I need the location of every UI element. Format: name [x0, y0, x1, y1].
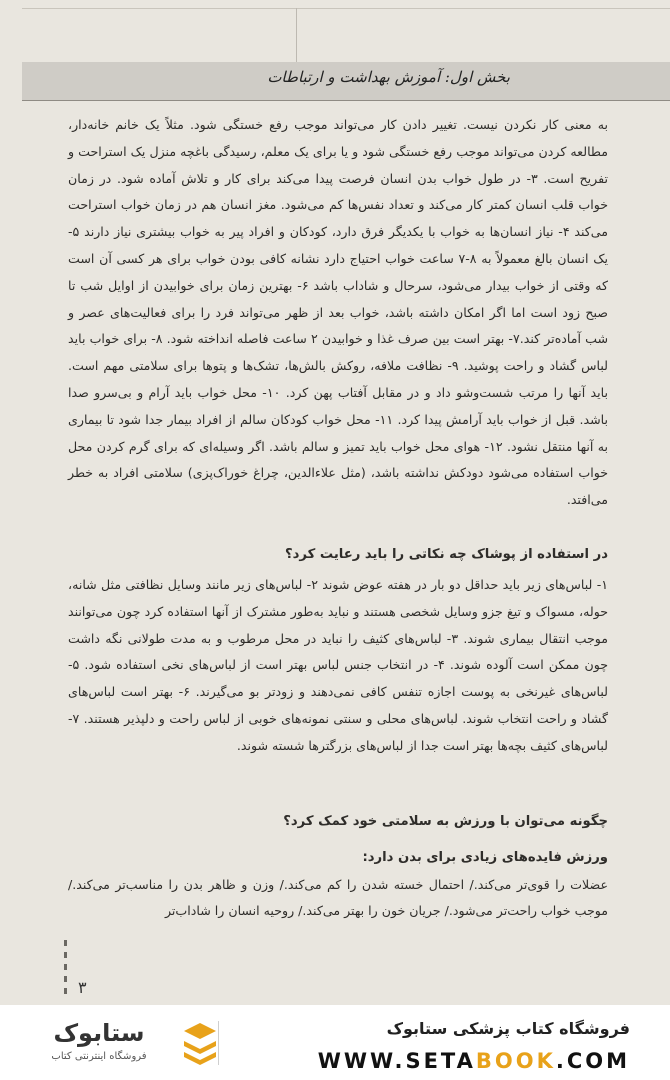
store-url[interactable]: [318, 1049, 630, 1073]
footer-divider: [218, 1021, 219, 1065]
subheading-text: ورزش فایده‌های زیادی برای بدن دارد:: [362, 850, 608, 865]
margin-dotted-line: [64, 940, 67, 1000]
url-suffix: .COM: [555, 1049, 630, 1073]
exercise-heading: [68, 810, 608, 834]
heading-text: چگونه می‌توان با ورزش به سلامتی خود کمک کرد؟: [283, 814, 608, 829]
heading-text: در استفاده از پوشاک چه نکاتی را باید رعایت کرد؟: [284, 547, 608, 562]
exercise-paragraph: [68, 872, 608, 924]
url-accent: BOOK: [475, 1049, 556, 1073]
exercise-subheading: [68, 846, 608, 870]
clothing-heading: [68, 543, 608, 567]
gutter-rule: [296, 8, 297, 62]
top-rule: [22, 8, 670, 9]
store-logo-text: ستابوک: [53, 1019, 145, 1047]
sleep-paragraph: [68, 112, 608, 514]
book-stack-logo-icon: [180, 1021, 220, 1065]
header-underline: [22, 100, 670, 101]
store-name: فروشگاه کتاب پزشکی ستابوک: [386, 1019, 630, 1038]
url-prefix: WWW.SETA: [317, 1049, 476, 1073]
page-number: ۳: [78, 978, 87, 997]
paragraph-text: عضلات را قوی‌تر می‌کند./ احتمال خسته شدن را کم می‌کند./ وزن و ظاهر بدن را مناسب‌تر می‌کند./ موجب خواب راحت‌تر می‌شود./ جریان خون را بهتر می‌کند./ روحیه انسان را شاداب‌تر: [68, 877, 608, 918]
chapter-title: بخش اول: آموزش بهداشت و ارتباطات: [267, 68, 510, 86]
store-logo-subtitle: فروشگاه اینترنتی کتاب: [51, 1051, 147, 1062]
paragraph-text: ۱- لباس‌های زیر باید حداقل دو بار در هفته عوض شوند ۲- لباس‌های زیر مانند وسایل نظافتی مثل شانه، حوله، مسواک و تیغ جزو وسایل شخصی هستند و نباید به‌طور مشترک از آنها استفاده کرد چون می‌توانند موجب انتقال بیماری شوند. ۳- لباس‌های کثیف را نباید در محل مرطوب و به مدت طولانی نگه داشت چون ممکن است آلوده شوند. ۴- در انتخاب جنس لباس بهتر است از لباس‌های نخی استفاده شود. ۵- لباس‌های غیرنخی به پوست اجازه تنفس کافی نمی‌دهند و زودتر بو می‌گیرند. ۶- بهتر است لباس‌های گشاد و راحت انتخاب شوند. لباس‌های محلی و سنتی نمونه‌های خوبی از لباس راحت و دلپذیر هستند. ۷- لباس‌های کثیف بچه‌ها بهتر است جدا از لباس‌های بزرگترها شسته شوند.: [68, 577, 609, 753]
paragraph-text: به معنی کار نکردن نیست. تغییر دادن کار می‌تواند موجب رفع خستگی شود. مثلاً یک خانم خانه‌دار، مطالعه کردن می‌تواند موجب رفع خستگی شود و یا برای یک معلم، رسیدگی باغچه منزل یک استراحت و تفریح است. ۳- در طول خواب بدن انسان فرصت پیدا می‌کند برای کار و تلاش آماده شود. در زمان خواب قلب انسان کمتر کار می‌کند و تعداد نفس‌ها کم می‌شود. مغز انسان هم در زمان خواب استراحت می‌کند ۴- نیاز انسان‌ها به خواب با یکدیگر فرق دارد، کودکان و افراد پیر به خواب بیشتری نیاز دارند ۵- یک انسان بالغ معمولاً به ۸-۷ ساعت خواب احتیاج دارد نشانه کافی بودن خواب برای هر کسی آن است که وقتی از خواب بیدار می‌شود، سرحال و شاداب باشد ۶- بهترین زمان برای خوابیدن از اوایل شب تا صبح زود است اما اگر امکان داشته باشد، خواب بعد از ظهر می‌تواند فرد را برای فعالیت‌های عصر و شب آماده‌تر کند.۷- بهتر است بین صرف غذا و خوابیدن ۲ ساعت فاصله انداخته شود. ۸- برای خواب باید لباس گشاد و راحت پوشید. ۹- نظافت ملافه، روکش بالش‌ها، تشک‌ها و پتوها برای سلامتی مهم است. باید آنها را مرتب شست‌وشو داد و در مقابل آفتاب پهن کرد. ۱۰- محل خواب باید آرام و بی‌سرو صدا باشد. قبل از خواب باید آرامش پیدا کرد. ۱۱- محل خواب کودکان سالم از افراد بیمار جدا شود تا بیماری به آنها منتقل نشود. ۱۲- هوای محل خواب باید تمیز و سالم باشد. اگر وسیله‌ای که برای گرم کردن محل خواب استفاده می‌شود دودکش نداشته باشد، (مثل علاءالدین، چراغ خوراک‌پزی) سلامتی افراد به خطر می‌افتد.: [68, 117, 609, 508]
store-footer: [0, 1005, 670, 1080]
clothing-paragraph: [68, 572, 608, 760]
